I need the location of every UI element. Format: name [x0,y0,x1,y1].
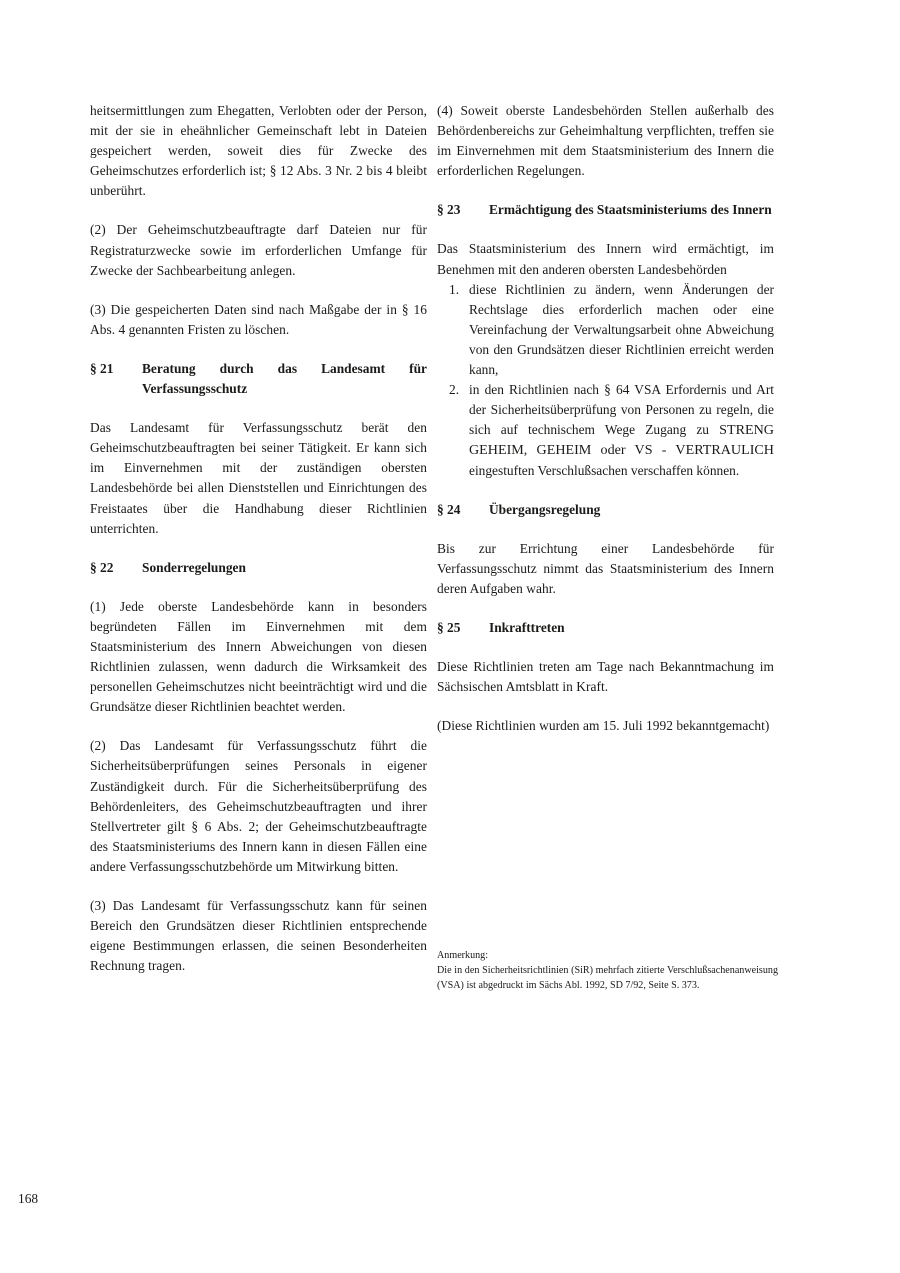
section-title-24: Übergangsregelung [489,501,601,517]
section-title-23: Ermächtigung des Staatsministeriums des Innern [489,202,772,218]
paragraph-20-3: (3) Die gespeicherten Daten sind nach Maßgabe der in § 16 Abs. 4 genannten Fristen zu löschen. [90,301,427,337]
classification-levels-text: STRENG GEHEIM, GEHEIM oder VS - VERTRAULICH [469,422,774,459]
heading-section-25 [437,618,774,638]
section-number-23: § 23 [437,202,461,218]
heading-section-21 [90,359,427,399]
section-title-21: Beratung durch das Landesamt für Verfassungsschutz [142,360,427,397]
section-title-25: Inkrafttreten [489,619,565,635]
section-number-22: § 22 [90,559,114,575]
section-number-25: § 25 [437,619,461,635]
heading-section-22 [90,558,427,578]
heading-section-23 [437,200,774,220]
section-title-22: Sonderregelungen [142,559,246,575]
list-marker-1: 1. [449,281,460,297]
paragraph-continued: heitsermittlungen zum Ehegatten, Verlobten oder der Person, mit der sie in eheähnlicher Gemeinschaft lebt in Dateien gespeichert werden, soweit dies für Zwecke des Geheimschutzes erforderlich ist; § 12 Abs. 3 Nr. 2 bis 4 bleibt unberührt. [90,103,427,199]
paragraph-25-2: (Diese Richtlinien wurden am 15. Juli 1992 bekanntgemacht) [437,718,770,734]
footnote-body: Die in den Sicherheitsrichtlinien (SiR) mehrfach zitierte Verschlußsachenanweisung (VSA) ist abgedruckt im Sächs Abl. 1992, SD 7/92, Seite S. 373. [437,965,778,992]
paragraph-section-23-lead: Das Staatsministerium des Innern wird ermächtigt, im Benehmen mit den anderen obersten Landesbehörden [437,241,774,277]
list-item-text-2-after: eingestuften Verschlußsachen verschaffen können. [469,462,740,478]
left-text-column [90,101,427,995]
paragraph-22-4: (4) Soweit oberste Landesbehörden Stellen außerhalb des Behördenbereichs zur Geheimhaltung verpflichten, treffen sie im Einvernehmen mit dem Staatsministerium des Innern die erforderlichen Regelungen. [437,103,774,179]
list-item-text-2-before: in den Richtlinien nach § 64 VSA Erfordernis und Art der Sicherheitsüberprüfung von Personen zu regeln, die sich auf technischem Wege Zugang zu [469,382,774,438]
list-item-text-1: diese Richtlinien zu ändern, wenn Änderungen der Rechtslage dies erforderlich machen oder eine Vereinfachung der Verwaltungsarbeit ohne Abweichung von den Grundsätzen dieser Richtlinien erreicht werden kann, [469,281,774,378]
list-item [443,280,774,380]
footnote-block [437,948,778,994]
two-column-text-body [90,101,778,995]
heading-section-24 [437,500,774,520]
paragraph-section-24-body: Bis zur Errichtung einer Landesbehörde für Verfassungsschutz nimmt das Staatsministerium des Innern deren Aufgaben wahr. [437,540,774,596]
paragraph-20-2: (2) Der Geheimschutzbeauftragte darf Dateien nur für Registraturzwecke sowie im erforderlichen Umfange für Zwecke der Sachbearbeitung anlegen. [90,222,427,278]
section-number-21: § 21 [90,360,114,376]
footnote-label: Anmerkung: [437,950,489,961]
paragraph-25-1: Diese Richtlinien treten am Tage nach Bekanntmachung im Sächsischen Amtsblatt in Kraft. [437,659,774,695]
paragraph-22-3: (3) Das Landesamt für Verfassungsschutz kann für seinen Bereich den Grundsätzen dieser Richtlinien entsprechende eigene Bestimmungen erlassen, die seinen Besonderheiten Rechnung tragen. [90,898,427,974]
section-23-list [437,280,774,481]
list-item [443,380,774,480]
list-marker-2: 2. [449,382,460,398]
paragraph-22-1: (1) Jede oberste Landesbehörde kann in besonders begründeten Fällen im Einvernehmen mit dem Staatsministerium des Innern Abweichungen von diesen Richtlinien zulassen, wenn dadurch die Wirksamkeit des personellen Geheimschutzes nicht beeinträchtigt wird und die Grundsätze dieser Richtlinien beachtet werden. [90,598,427,715]
paragraph-22-2: (2) Das Landesamt für Verfassungsschutz führt die Sicherheitsüberprüfungen seines Personals in eigener Zuständigkeit durch. Für die Sicherheitsüberprüfung des Behördenleiters, des Geheimschutzbeauftragten und ihrer Stellvertreter gilt § 6 Abs. 2; der Geheimschutzbeauftragte des Staatsministeriums des Innern kann in diesen Fällen eine andere Verfassungsschutzbehörde um Mitwirkung bitten. [90,738,427,874]
page-number: 168 [18,1191,39,1206]
paragraph-section-21-body: Das Landesamt für Verfassungsschutz berät den Geheimschutzbeauftragten bei seiner Tätigkeit. Er kann sich im Einvernehmen mit der zuständigen obersten Landesbehörde bei allen Dienststellen und Einrichtungen des Freistaates über die Handhabung dieser Richtlinien unterrichten. [90,420,427,536]
right-text-column [437,101,778,995]
section-number-24: § 24 [437,501,461,517]
